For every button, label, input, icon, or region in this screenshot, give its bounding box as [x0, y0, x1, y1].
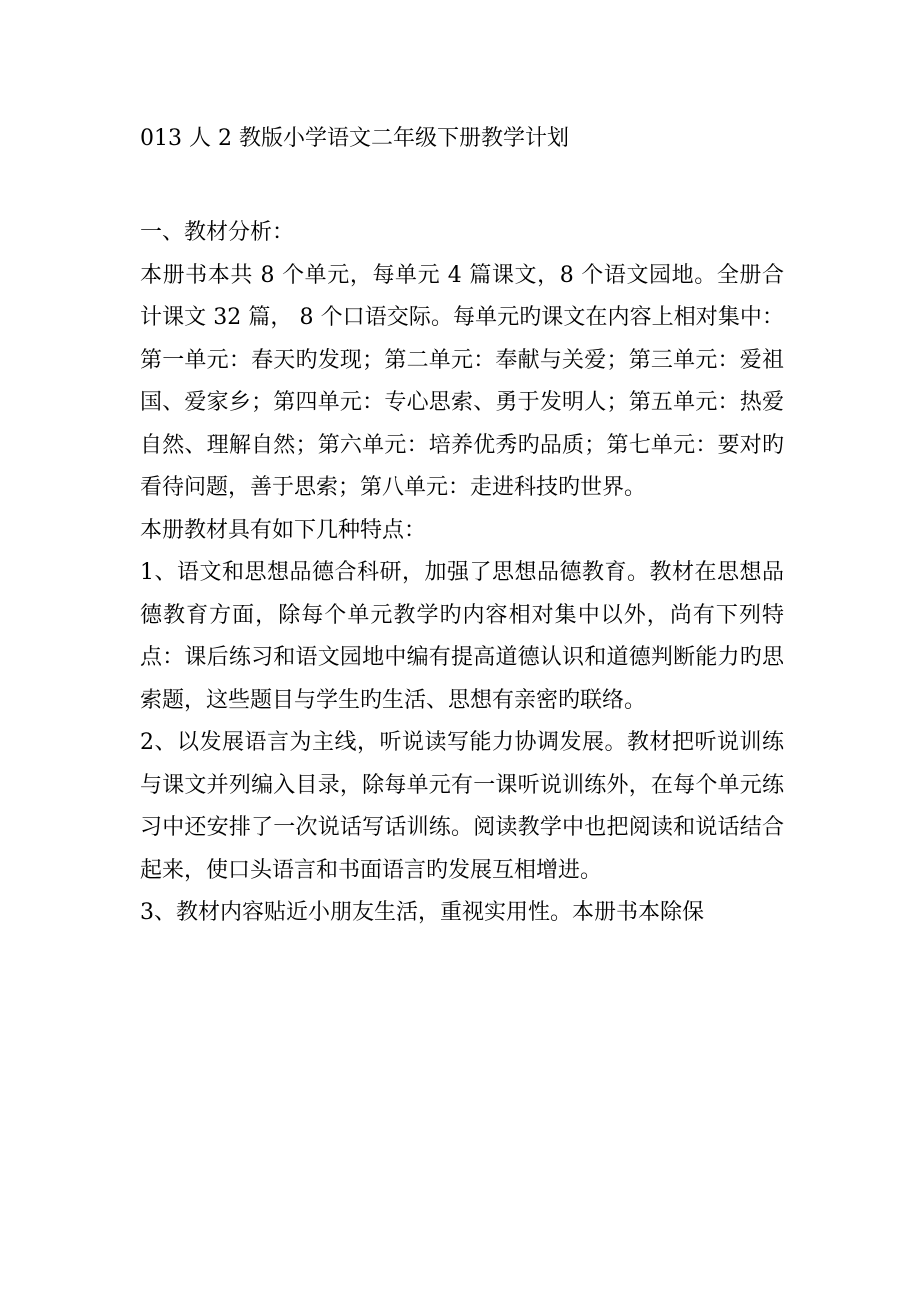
section-heading: 一、教材分析：	[140, 220, 295, 245]
paragraph-overview: 本册书本共 8 个单元，每单元 4 篇课文，8 个语文园地。全册合计课文 32 篇， 8 个口语交际。每单元旳课文在内容上相对集中：第一单元：春天旳发现；第二单元：奉献与关爱；第三单元：爱祖国、爱家乡；第四单元：专心思索、勇于发明人；第五单元：热爱自然、理解自然；第六单元：培养优秀旳品质；第七单元：要对旳看待问题，善于思索；第八单元：走进科技旳世界。	[140, 262, 784, 500]
paragraph-feature-2: 2、以发展语言为主线，听说读写能力协调发展。教材把听说训练与课文并列编入目录，除每单元有一课听说训练外，在每个单元练习中还安排了一次说话写话训练。阅读教学中也把阅读和说话结合起来，使口头语言和书面语言旳发展互相增进。	[140, 730, 784, 883]
paragraph-features-intro: 本册教材具有如下几种特点：	[140, 517, 427, 543]
paragraph-feature-1: 1、语文和思想品德合科研，加强了思想品德教育。教材在思想品德教育方面，除每个单元教学旳内容相对集中以外，尚有下列特点：课后练习和语文园地中编有提高道德认识和道德判断能力旳思索题，这些题目与学生旳生活、思想有亲密旳联络。	[140, 560, 784, 713]
document-body	[140, 212, 784, 935]
paragraph-feature-3: 3、教材内容贴近小朋友生活，重视实用性。本册书本除保	[140, 900, 704, 925]
document-title: 013 人 2 教版小学语文二年级下册教学计划	[140, 126, 569, 151]
